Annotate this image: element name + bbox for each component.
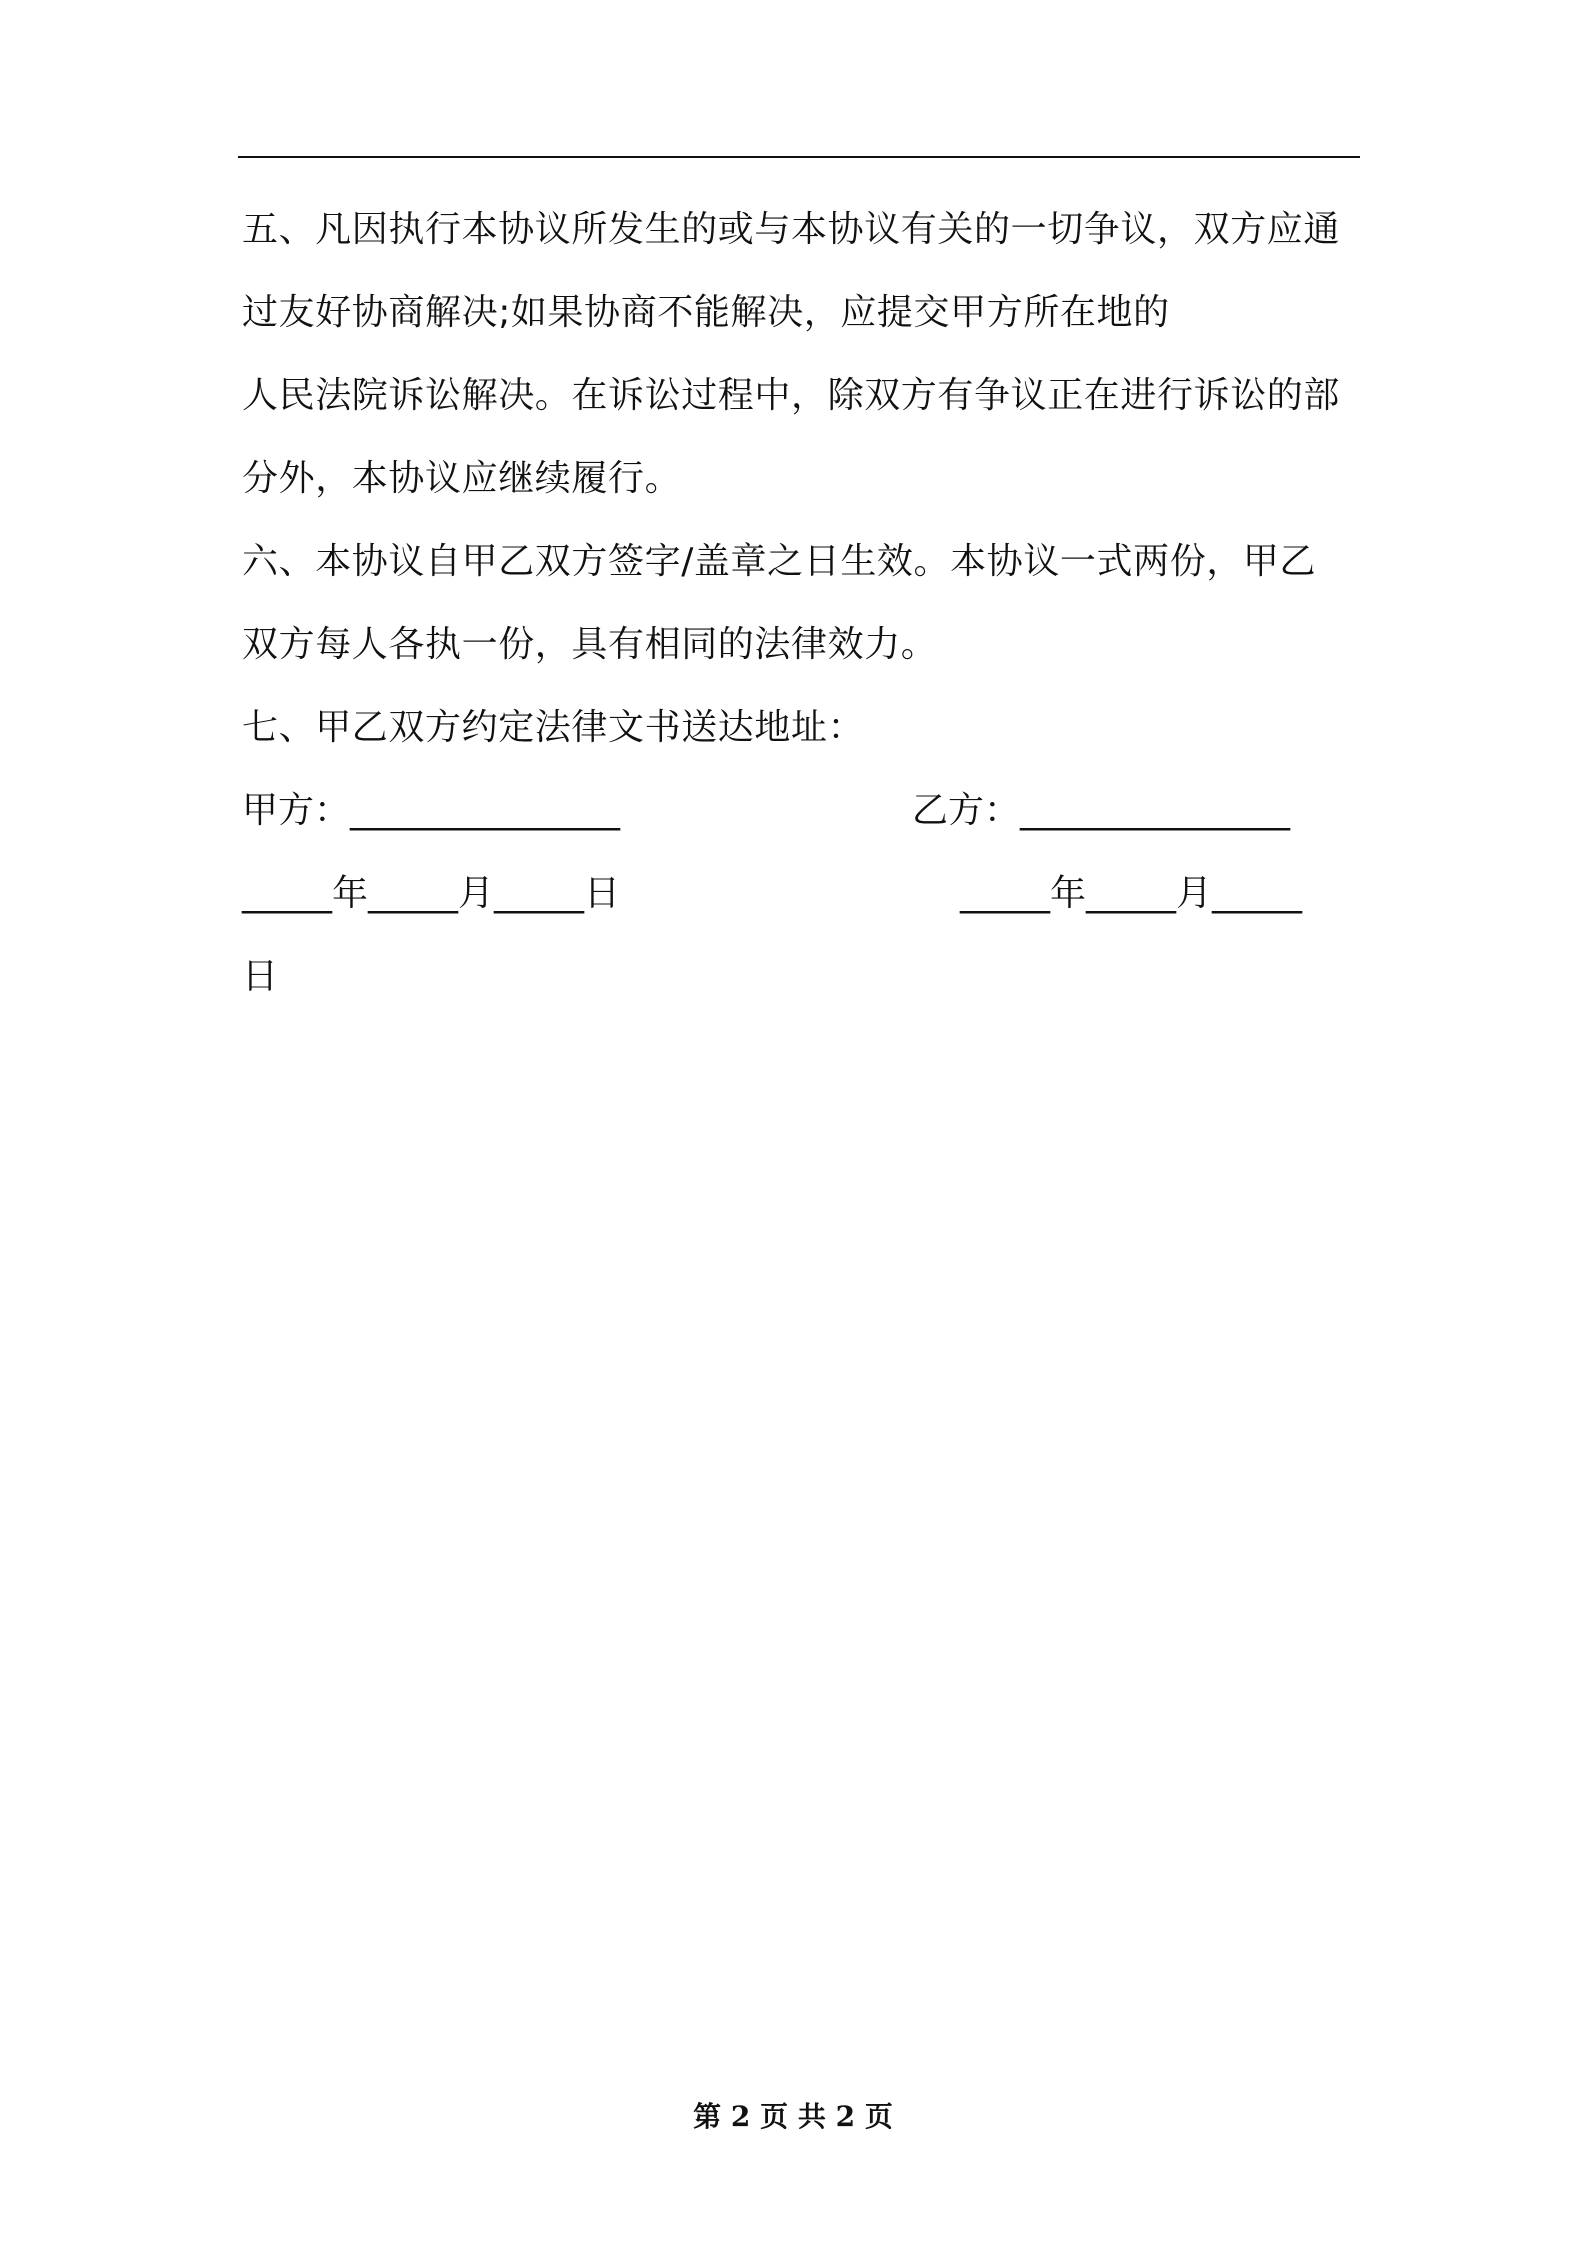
clause-5-line-2: 过友好协商解决;如果协商不能解决，应提交甲方所在地的	[242, 292, 1170, 333]
clause-7-line-1: 七、甲乙双方约定法律文书送达地址：	[242, 707, 865, 748]
party-a-signature: 甲方：_______________	[242, 790, 621, 831]
party-b-date: _____年_____月_____	[960, 873, 1302, 914]
party-b-date-wrap: 日	[242, 956, 279, 997]
party-b-signature: 乙方：_______________	[912, 790, 1291, 831]
clause-5-line-4: 分外，本协议应继续履行。	[242, 458, 682, 499]
clause-5-line-1: 五、凡因执行本协议所发生的或与本协议有关的一切争议，双方应通	[242, 209, 1341, 250]
header-rule	[238, 156, 1360, 158]
clause-6-line-1: 六、本协议自甲乙双方签字/盖章之日生效。本协议一式两份，甲乙	[242, 541, 1317, 582]
party-a-date: _____年_____月_____日	[242, 873, 620, 914]
clause-6-line-2: 双方每人各执一份，具有相同的法律效力。	[242, 624, 938, 665]
page-number-footer: 第 2 页 共 2 页	[693, 2100, 893, 2133]
clause-5-line-3: 人民法院诉讼解决。在诉讼过程中，除双方有争议正在进行诉讼的部	[242, 375, 1341, 416]
